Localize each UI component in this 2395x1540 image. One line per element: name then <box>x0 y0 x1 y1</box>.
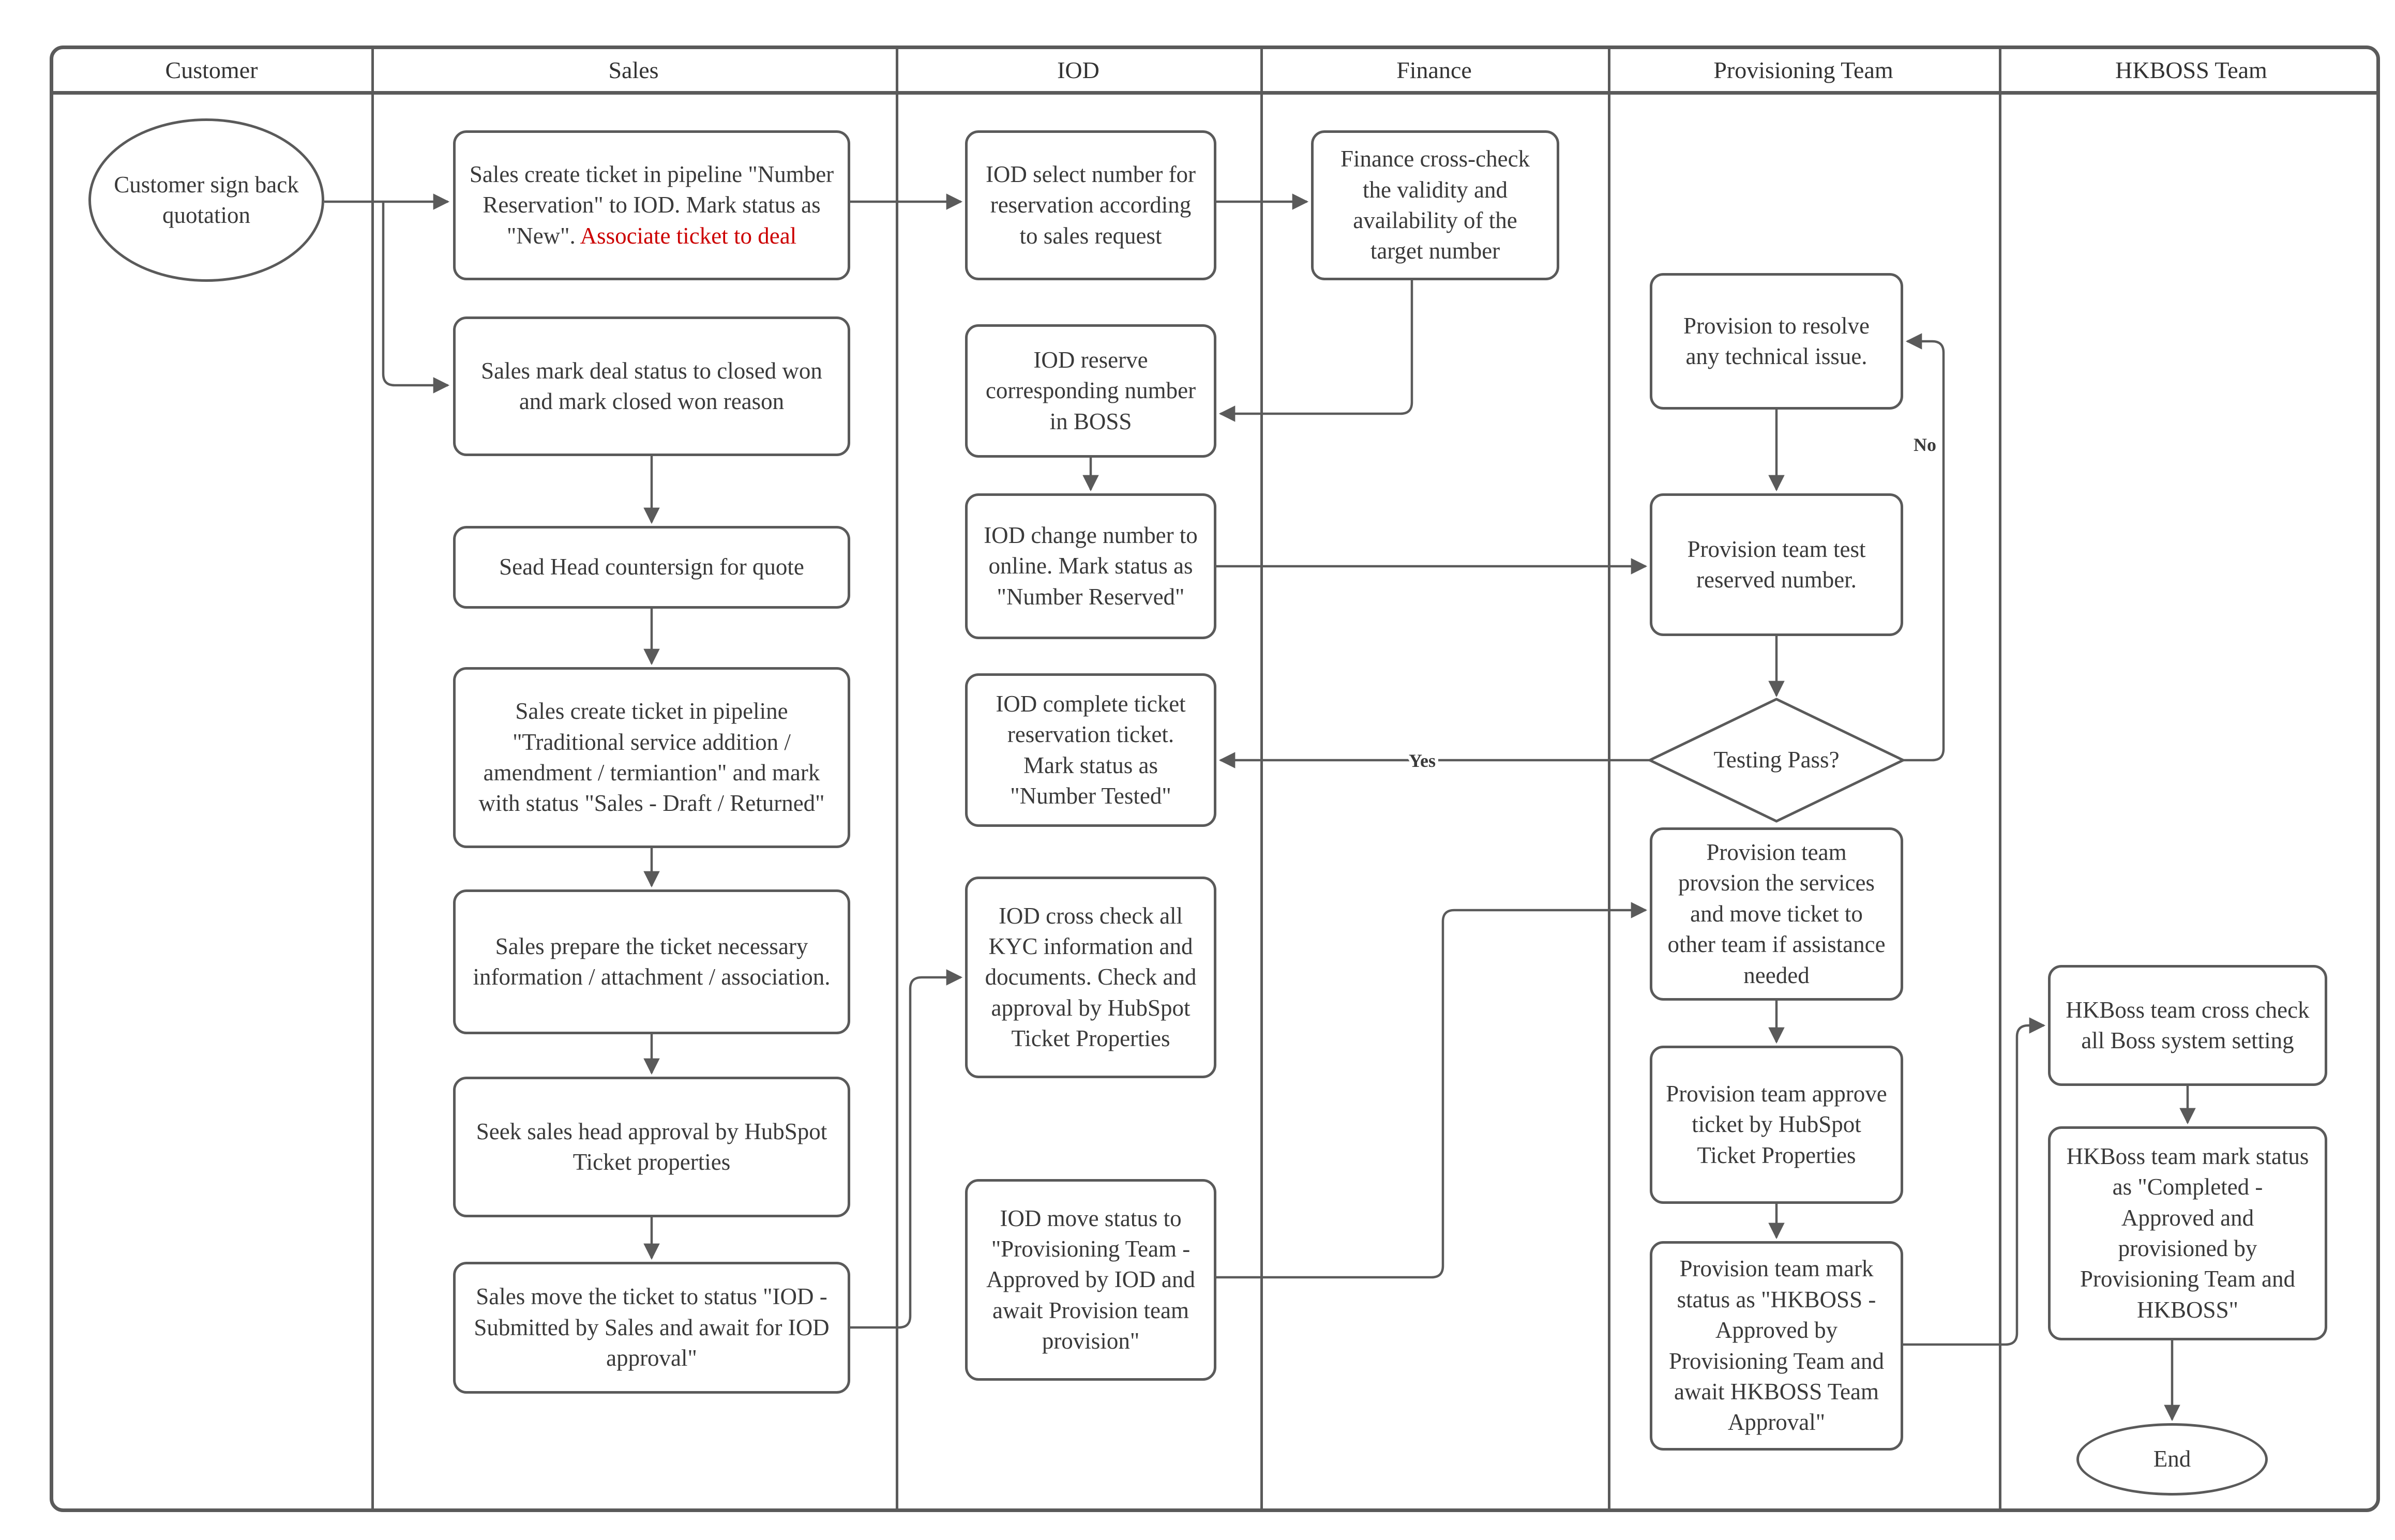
edge-label-decision-yes-to-iod-complete: Yes <box>1409 750 1436 771</box>
edge-decision-no-to-resolve-issue <box>1903 341 1944 760</box>
node-customer-sign-back: Customer sign back quotation <box>88 118 324 282</box>
node-seek-sales-head-approval: Seek sales head approval by HubSpot Ticket properties <box>453 1077 850 1217</box>
node-end: End <box>2076 1423 2268 1496</box>
node-provision-team-test-number: Provision team test reserved number. <box>1650 493 1903 636</box>
node-hkboss-cross-check-setting: HKBoss team cross check all Boss system setting <box>2048 965 2327 1086</box>
lane-header-finance: Finance <box>1396 57 1472 83</box>
node-provision-team-mark-hkboss: Provision team mark status as "HKBOSS - Approved by Provisioning Team and await HKBOSS Team Approval" <box>1650 1241 1903 1451</box>
node-provision-resolve-technical-issue: Provision to resolve any technical issue. <box>1650 273 1903 410</box>
lane-header-hkboss-team: HKBOSS Team <box>2115 57 2267 83</box>
edge-move-ticket-to-iod-kyc <box>850 977 961 1327</box>
edge-finance-to-iod-reserve <box>1221 280 1412 414</box>
node-iod-reserve-number-boss: IOD reserve corresponding number in BOSS <box>965 324 1216 458</box>
node-iod-cross-check-kyc: IOD cross check all KYC information and documents. Check and approval by HubSpot Ticket Properties <box>965 877 1216 1078</box>
node-hkboss-mark-completed: HKBoss team mark status as "Completed - Approved and provisioned by Provisioning Team and HKBOSS" <box>2048 1126 2327 1340</box>
node-provision-team-provision-services: Provision team provsion the services and move ticket to other team if assistance needed <box>1650 827 1903 1001</box>
node-finance-cross-check: Finance cross-check the validity and availability of the target number <box>1311 130 1559 280</box>
node-sales-mark-deal-closed-won: Sales mark deal status to closed won and mark closed won reason <box>453 316 850 456</box>
node-sales-create-ticket-traditional: Sales create ticket in pipeline "Traditional service addition / amendment / termiantion" and mark with status "Sales - Draft / Returned" <box>453 667 850 848</box>
lane-header-customer: Customer <box>165 57 258 83</box>
edge-label-decision-no-to-resolve-issue: No <box>1914 434 1936 455</box>
edge-mark-hkboss-to-hkboss-check <box>1903 1025 2044 1345</box>
edge-iod-move-to-provision-services <box>1216 910 1646 1277</box>
node-sales-create-ticket-number-reservation: Sales create ticket in pipeline "Number Reservation" to IOD. Mark status as "New". Associate ticket to deal <box>453 130 850 280</box>
node-iod-change-number-online: IOD change number to online. Mark status as "Number Reserved" <box>965 493 1216 639</box>
node-sead-head-countersign: Sead Head countersign for quote <box>453 526 850 609</box>
node-sales-prepare-ticket: Sales prepare the ticket necessary information / attachment / association. <box>453 889 850 1034</box>
node-iod-move-status-provisioning: IOD move status to "Provisioning Team - Approved by IOD and await Provision team provision" <box>965 1179 1216 1381</box>
node-provision-team-approve-ticket: Provision team approve ticket by HubSpot Ticket Properties <box>1650 1046 1903 1204</box>
node-iod-select-number: IOD select number for reservation according to sales request <box>965 130 1216 280</box>
lane-header-sales: Sales <box>608 57 659 83</box>
lane-header-iod: IOD <box>1057 57 1099 83</box>
node-sales-move-ticket-iod-submitted: Sales move the ticket to status "IOD - Submitted by Sales and await for IOD approval" <box>453 1262 850 1394</box>
red-highlight-text: Associate ticket to deal <box>580 222 797 249</box>
node-label-testing-pass-decision: Testing Pass? <box>1713 747 1840 773</box>
node-iod-complete-ticket: IOD complete ticket reservation ticket. Mark status as "Number Tested" <box>965 673 1216 827</box>
lane-header-provisioning-team: Provisioning Team <box>1713 57 1893 83</box>
edge-start-branch-to-closed-won <box>383 202 448 385</box>
